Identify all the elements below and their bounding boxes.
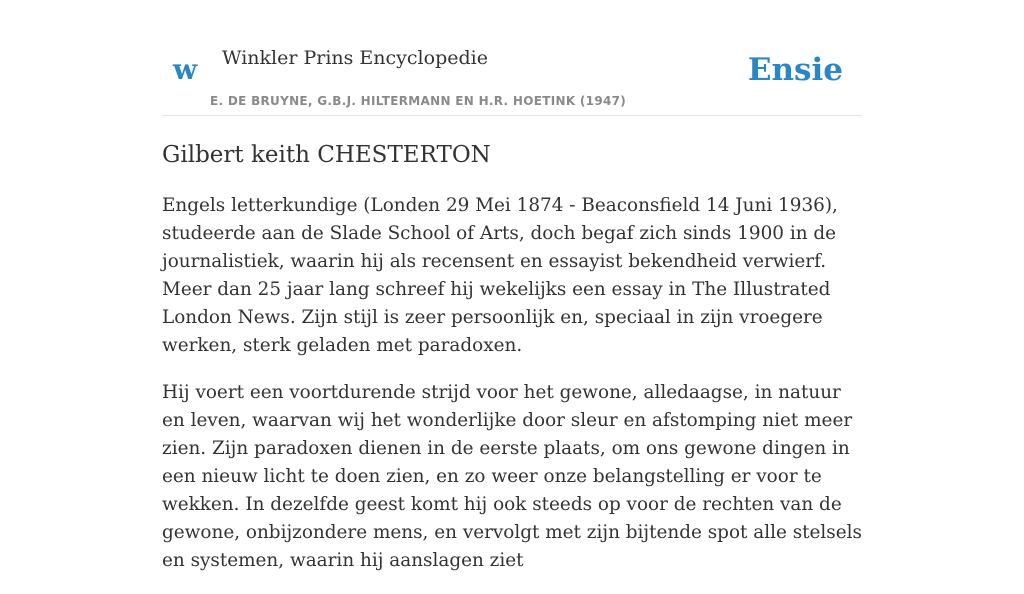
publication-logo[interactable]: w: [173, 53, 198, 86]
article-paragraph: Hij voert een voortdurende strijd voor het gewone, alledaagse, in natuur en leven, waarvan wij het wonderlijke door sleur en afstomping niet meer zien. Zijn paradoxen dienen in de eerste plaats, om ons gewone dingen in een nieuw licht te doen zien, en zo weer onze belangstelling er voor te wekken. In dezelfde geest komt hij ook steeds op voor de rechten van de gewone, onbijzondere mens, en vervolgt met zijn bijtende spot alle stelsels en systemen, waarin hij aanslagen ziet: [162, 382, 862, 571]
publication-title[interactable]: Winkler Prins Encyclopedie: [222, 47, 488, 69]
header: [162, 0, 862, 116]
publication-authors: E. DE BRUYNE, G.B.J. HILTERMANN EN H.R. HOETINK (1947): [210, 94, 627, 108]
article-title: Gilbert keith CHESTERTON: [162, 142, 491, 168]
article-body: [162, 192, 862, 594]
article-paragraph: Engels letterkundige (Londen 29 Mei 1874 - Beaconsfield 14 Juni 1936), studeerde aan de Slade School of Arts, doch begaf zich sinds 1900 in de journalistiek, waarin hij als recensent en essayist bekendheid verwierf. Meer dan 25 jaar lang schreef hij wekelijks een essay in The Illustrated London News. Zijn stijl is zeer persoonlijk en, speciaal in zijn vroegere werken, sterk geladen met paradoxen.: [162, 195, 838, 356]
brand-logo[interactable]: Ensie: [747, 52, 843, 88]
